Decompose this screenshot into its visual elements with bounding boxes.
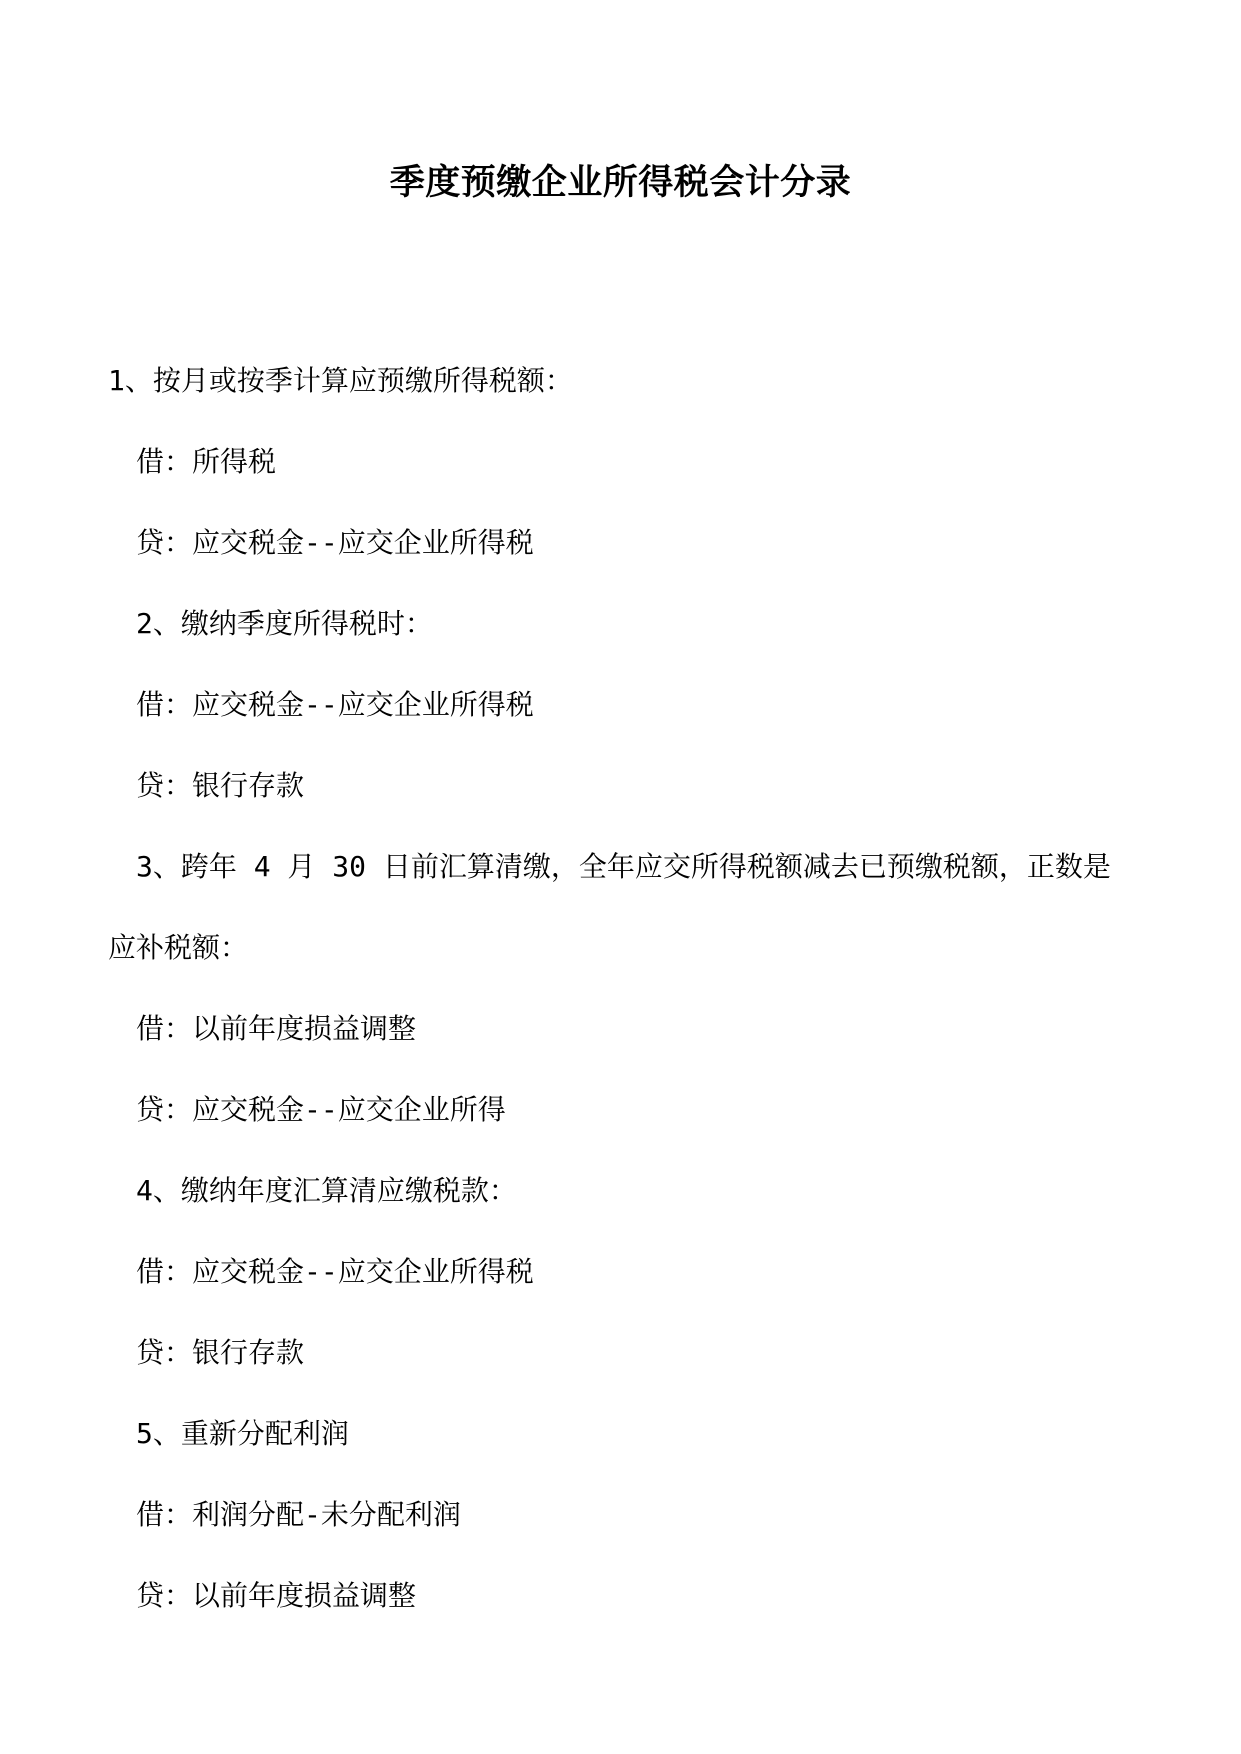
- entry-credit: 贷：以前年度损益调整: [136, 1579, 417, 1612]
- entry-credit: 贷：银行存款: [136, 1336, 305, 1369]
- entry-credit: 贷：银行存款: [136, 769, 305, 802]
- entry-credit: 贷：应交税金--应交企业所得税: [136, 526, 534, 559]
- entry-debit: 借：应交税金--应交企业所得税: [136, 688, 534, 721]
- paragraph-step-2: 2、缴纳季度所得税时：: [136, 607, 433, 640]
- paragraph-step-3: 3、跨年 4 月 30 日前汇算清缴，全年应交所得税额减去已预缴税额，正数是应补税额：: [108, 850, 1111, 964]
- entry-credit: 贷：应交税金--应交企业所得: [136, 1093, 506, 1126]
- entry-debit: 借：应交税金--应交企业所得税: [136, 1255, 534, 1288]
- entry-debit: 借：利润分配-未分配利润: [136, 1498, 461, 1531]
- document-body: [108, 340, 1138, 1636]
- document-title: 季度预缴企业所得税会计分录: [389, 163, 852, 203]
- entry-debit: 借：所得税: [136, 445, 277, 478]
- paragraph-step-1: 1、按月或按季计算应预缴所得税额：: [108, 364, 573, 397]
- paragraph-step-5: 5、重新分配利润: [136, 1417, 349, 1450]
- entry-debit: 借：以前年度损益调整: [136, 1012, 417, 1045]
- paragraph-step-4: 4、缴纳年度汇算清应缴税款：: [136, 1174, 517, 1207]
